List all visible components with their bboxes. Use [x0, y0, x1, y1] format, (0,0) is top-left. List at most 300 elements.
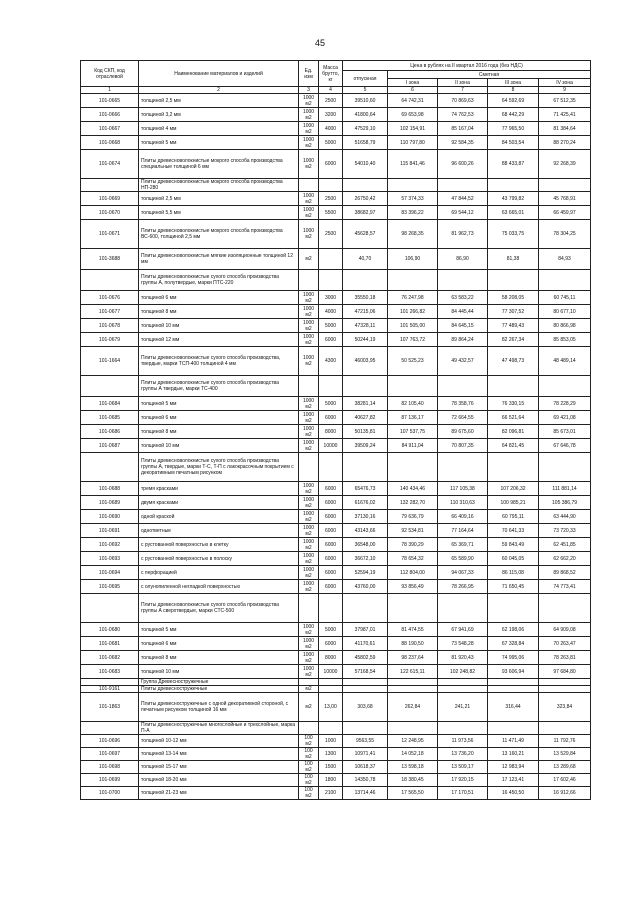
cell-mass: 2500 — [319, 192, 343, 206]
cell-unit: 1000 м2 — [299, 580, 319, 594]
cell-zone-1: 98 237,64 — [388, 651, 438, 665]
cell-name: с рустованной поверхностью в клетку — [139, 538, 299, 552]
cell-zone-4 — [539, 179, 591, 192]
cell-name: однответные — [139, 524, 299, 538]
cell-code: 101-0681 — [81, 637, 139, 651]
cell-zone-1: 12 248,95 — [388, 735, 438, 748]
cell-zone-3: 100 985,21 — [488, 496, 539, 510]
cell-mass: 6000 — [319, 411, 343, 425]
cell-zone-4: 78 304,25 — [539, 220, 591, 249]
cell-zone-4 — [539, 376, 591, 397]
cell-zone-4 — [539, 453, 591, 482]
cell-zone-1: 83 396,22 — [388, 206, 438, 220]
cell-zone-2: 81 920,43 — [438, 651, 488, 665]
table-row — [81, 347, 591, 376]
cell-code: 101-0679 — [81, 333, 139, 347]
cell-unit: 1000 м2 — [299, 524, 319, 538]
cell-zone-2: 69 544,12 — [438, 206, 488, 220]
cell-zone-1: 79 636,79 — [388, 510, 438, 524]
header-zone-1: I зона — [388, 79, 438, 87]
cell-unit: 1000 м2 — [299, 411, 319, 425]
cell-name: с олунопиленной негладкой поверхностью — [139, 580, 299, 594]
cell-code: 101-1863 — [81, 693, 139, 722]
cell-unit — [299, 679, 319, 686]
cell-mass: 1800 — [319, 774, 343, 787]
cell-zone-3: 77 965,50 — [488, 122, 539, 136]
cell-release: 57168,54 — [343, 665, 388, 679]
table-row — [81, 665, 591, 679]
cell-mass: 1500 — [319, 761, 343, 774]
table-row — [81, 108, 591, 122]
cell-unit: 1000 м2 — [299, 566, 319, 580]
cell-zone-3: 75 033,75 — [488, 220, 539, 249]
cell-zone-4 — [539, 686, 591, 693]
cell-zone-2 — [438, 686, 488, 693]
cell-mass — [319, 270, 343, 291]
cell-zone-2: 17 920,15 — [438, 774, 488, 787]
cell-zone-3 — [488, 376, 539, 397]
cell-zone-2 — [438, 179, 488, 192]
cell-release: 41170,61 — [343, 637, 388, 651]
cell-mass — [319, 594, 343, 623]
cell-zone-2 — [438, 453, 488, 482]
cell-zone-1: 64 742,31 — [388, 94, 438, 108]
cell-unit: 100 м2 — [299, 787, 319, 800]
cell-code — [81, 453, 139, 482]
cell-unit: 1000 м2 — [299, 651, 319, 665]
cell-mass: 6000 — [319, 580, 343, 594]
header-estimate: Сметная — [388, 71, 591, 79]
cell-zone-3: 68 442,29 — [488, 108, 539, 122]
cell-mass: 2500 — [319, 220, 343, 249]
cell-release — [343, 270, 388, 291]
cell-release: 61676,02 — [343, 496, 388, 510]
cell-zone-3 — [488, 270, 539, 291]
table-row — [81, 397, 591, 411]
cell-code: 101-1664 — [81, 347, 139, 376]
cell-code: 101-0697 — [81, 748, 139, 761]
cell-name: толщиной 12 мм — [139, 333, 299, 347]
table-row — [81, 774, 591, 787]
cell-zone-3: 77 307,52 — [488, 305, 539, 319]
cell-zone-3 — [488, 179, 539, 192]
cell-zone-4 — [539, 270, 591, 291]
cell-unit: 1000 м2 — [299, 552, 319, 566]
cell-mass: 10000 — [319, 665, 343, 679]
cell-zone-2: 67 941,69 — [438, 623, 488, 637]
cell-code: 101-0678 — [81, 319, 139, 333]
cell-code: 101-0674 — [81, 150, 139, 179]
cell-release: 39509,24 — [343, 439, 388, 453]
cell-zone-2: 84 445,44 — [438, 305, 488, 319]
cell-code: 101-0669 — [81, 192, 139, 206]
cell-zone-4: 92 268,39 — [539, 150, 591, 179]
cell-release: 50135,81 — [343, 425, 388, 439]
cell-zone-1 — [388, 679, 438, 686]
cell-unit: 1000 м2 — [299, 333, 319, 347]
cell-release: 26750,42 — [343, 192, 388, 206]
cell-zone-3 — [488, 679, 539, 686]
cell-code: 101-0694 — [81, 566, 139, 580]
cell-release: 65476,73 — [343, 482, 388, 496]
table-row — [81, 524, 591, 538]
cell-mass: 6000 — [319, 524, 343, 538]
cell-zone-1: 78 390,29 — [388, 538, 438, 552]
cell-zone-1: 101 505,00 — [388, 319, 438, 333]
cell-unit: 1000 м2 — [299, 122, 319, 136]
cell-mass: 6000 — [319, 510, 343, 524]
cell-name: толщиной 21-23 мм — [139, 787, 299, 800]
cell-unit: 1000 м2 — [299, 439, 319, 453]
cell-unit: 1000 м2 — [299, 347, 319, 376]
cell-unit: м2 — [299, 693, 319, 722]
cell-zone-4: 78 228,29 — [539, 397, 591, 411]
table-row — [81, 453, 591, 482]
table-row — [81, 376, 591, 397]
cell-mass: 13,00 — [319, 693, 343, 722]
cell-code — [81, 270, 139, 291]
cell-unit: 100 м2 — [299, 761, 319, 774]
table-row — [81, 748, 591, 761]
cell-zone-1: 112 804,00 — [388, 566, 438, 580]
column-number: 1 — [81, 87, 139, 94]
cell-zone-1: 93 856,49 — [388, 580, 438, 594]
column-number-row — [81, 87, 591, 94]
cell-code: 101-0698 — [81, 761, 139, 774]
cell-zone-2 — [438, 722, 488, 735]
cell-zone-2: 78 266,95 — [438, 580, 488, 594]
cell-unit: 1000 м2 — [299, 637, 319, 651]
cell-release: 39510,60 — [343, 94, 388, 108]
cell-name: толщиной 13-14 мм — [139, 748, 299, 761]
cell-zone-4: 67 646,78 — [539, 439, 591, 453]
cell-release: 36672,10 — [343, 552, 388, 566]
cell-name: толщиной 15-17 мм — [139, 761, 299, 774]
cell-zone-3: 60 795,11 — [488, 510, 539, 524]
cell-name: толщиной 8 мм — [139, 425, 299, 439]
table-row — [81, 94, 591, 108]
cell-zone-2: 94 067,33 — [438, 566, 488, 580]
cell-zone-2: 70 869,63 — [438, 94, 488, 108]
header-name: Наименование материалов и изделий — [139, 61, 299, 87]
table-row — [81, 787, 591, 800]
cell-zone-2: 78 358,76 — [438, 397, 488, 411]
cell-zone-3: 60 045,05 — [488, 552, 539, 566]
cell-zone-2: 74 762,53 — [438, 108, 488, 122]
cell-zone-3: 64 821,45 — [488, 439, 539, 453]
cell-code: 101-0668 — [81, 136, 139, 150]
cell-code — [81, 594, 139, 623]
header-mass: Масса брутто, кг — [319, 61, 343, 87]
cell-name: Группа Древесностружечные — [139, 679, 299, 686]
column-number: 9 — [539, 87, 591, 94]
cell-unit: 1000 м2 — [299, 425, 319, 439]
cell-unit: 100 м2 — [299, 735, 319, 748]
header-code: Код СКП, код отраслевой — [81, 61, 139, 87]
cell-mass: 6000 — [319, 538, 343, 552]
cell-zone-3: 17 123,41 — [488, 774, 539, 787]
column-number: 3 — [299, 87, 319, 94]
cell-release: 14350,78 — [343, 774, 388, 787]
cell-name: толщиной 10 мм — [139, 439, 299, 453]
table-row — [81, 686, 591, 693]
cell-name: толщиной 6 мм — [139, 637, 299, 651]
table-body — [81, 94, 591, 800]
cell-code: 101-0671 — [81, 220, 139, 249]
cell-zone-4: 45 768,91 — [539, 192, 591, 206]
table-row — [81, 538, 591, 552]
cell-zone-1: 69 653,98 — [388, 108, 438, 122]
table-row — [81, 722, 591, 735]
cell-zone-4: 67 512,35 — [539, 94, 591, 108]
cell-name: толщиной 5,5 мм — [139, 206, 299, 220]
cell-mass — [319, 179, 343, 192]
cell-zone-3: 11 471,49 — [488, 735, 539, 748]
cell-zone-4: 13 529,84 — [539, 748, 591, 761]
cell-release: 43760,00 — [343, 580, 388, 594]
price-table-container — [80, 60, 590, 800]
cell-name: тремя красками — [139, 482, 299, 496]
cell-mass: 5000 — [319, 136, 343, 150]
cell-zone-4: 80 866,98 — [539, 319, 591, 333]
cell-zone-4: 66 459,97 — [539, 206, 591, 220]
cell-release: 50244,19 — [343, 333, 388, 347]
cell-zone-3: 47 498,73 — [488, 347, 539, 376]
cell-release — [343, 686, 388, 693]
cell-zone-2: 13 736,20 — [438, 748, 488, 761]
table-row — [81, 552, 591, 566]
cell-zone-3: 316,44 — [488, 693, 539, 722]
cell-name: Плиты древесностружечные — [139, 686, 299, 693]
cell-mass: 2100 — [319, 787, 343, 800]
cell-mass: 3000 — [319, 291, 343, 305]
cell-code: 101-3688 — [81, 249, 139, 270]
cell-zone-1: 57 374,33 — [388, 192, 438, 206]
cell-zone-1: 92 534,81 — [388, 524, 438, 538]
cell-name: Плиты древесностружечные с одной декоративной стороной, с печатным рисунком толщиной 16 мм — [139, 693, 299, 722]
cell-zone-2: 241,21 — [438, 693, 488, 722]
cell-code: 101-9161 — [81, 686, 139, 693]
cell-zone-1: 107 537,75 — [388, 425, 438, 439]
cell-zone-4: 80 677,10 — [539, 305, 591, 319]
cell-zone-1: 122 615,11 — [388, 665, 438, 679]
cell-release: 13714,46 — [343, 787, 388, 800]
cell-zone-1: 17 565,50 — [388, 787, 438, 800]
cell-name: Плиты древесноволокнистые мокрого способа производства ВС-600, толщиной 2,5 мм — [139, 220, 299, 249]
cell-name: толщиной 2,5 мм — [139, 192, 299, 206]
table-row — [81, 425, 591, 439]
table-row — [81, 580, 591, 594]
cell-zone-1: 101 266,82 — [388, 305, 438, 319]
table-row — [81, 637, 591, 651]
cell-code: 101-0680 — [81, 623, 139, 637]
cell-zone-1 — [388, 453, 438, 482]
table-row — [81, 735, 591, 748]
cell-zone-2: 73 548,28 — [438, 637, 488, 651]
cell-unit: м2 — [299, 686, 319, 693]
cell-release: 51658,79 — [343, 136, 388, 150]
cell-zone-4: 84,93 — [539, 249, 591, 270]
column-number: 2 — [139, 87, 299, 94]
cell-code: 101-0683 — [81, 665, 139, 679]
cell-zone-2: 102 248,82 — [438, 665, 488, 679]
cell-zone-3: 70 641,33 — [488, 524, 539, 538]
cell-zone-1: 107 763,72 — [388, 333, 438, 347]
cell-unit — [299, 722, 319, 735]
column-number: 6 — [388, 87, 438, 94]
cell-name: Плиты древесноволокнистые мокрого способа производства НП-280 — [139, 179, 299, 192]
cell-zone-3: 63 665,01 — [488, 206, 539, 220]
cell-zone-2 — [438, 376, 488, 397]
cell-zone-2: 86,90 — [438, 249, 488, 270]
cell-zone-1: 50 525,23 — [388, 347, 438, 376]
cell-zone-3: 82 267,34 — [488, 333, 539, 347]
cell-unit: 1000 м2 — [299, 482, 319, 496]
cell-code: 101-0676 — [81, 291, 139, 305]
cell-name: толщиной 5 мм — [139, 397, 299, 411]
cell-release: 52594,19 — [343, 566, 388, 580]
cell-zone-2: 47 844,52 — [438, 192, 488, 206]
cell-name: Плиты древесноволокнистые сухого способа производства группы А твердые, марки ТС-400 — [139, 376, 299, 397]
page-number: 45 — [314, 38, 325, 48]
cell-zone-2 — [438, 679, 488, 686]
cell-zone-4 — [539, 679, 591, 686]
cell-unit: 1000 м2 — [299, 150, 319, 179]
cell-zone-4: 69 421,08 — [539, 411, 591, 425]
table-row — [81, 319, 591, 333]
cell-name: Плиты древесностружечные многослойные и трехслойные, марка П-А — [139, 722, 299, 735]
cell-release: 9563,55 — [343, 735, 388, 748]
cell-code: 101-0666 — [81, 108, 139, 122]
cell-release: 40,70 — [343, 249, 388, 270]
cell-name: Плиты древесноволокнистые сухого способа производства группы А сверхтвердые, марки СТС-500 — [139, 594, 299, 623]
cell-mass: 5000 — [319, 397, 343, 411]
table-row — [81, 136, 591, 150]
cell-mass: 6000 — [319, 150, 343, 179]
table-row — [81, 566, 591, 580]
column-number: 8 — [488, 87, 539, 94]
cell-zone-2 — [438, 594, 488, 623]
cell-name: с перфорацией — [139, 566, 299, 580]
cell-name: толщиной 3,2 мм — [139, 108, 299, 122]
cell-zone-2: 96 600,26 — [438, 150, 488, 179]
cell-code: 101-0686 — [81, 425, 139, 439]
cell-code: 101-0688 — [81, 482, 139, 496]
cell-zone-3 — [488, 594, 539, 623]
cell-release: 37130,16 — [343, 510, 388, 524]
cell-release: 45628,57 — [343, 220, 388, 249]
cell-release: 47328,11 — [343, 319, 388, 333]
cell-zone-4 — [539, 722, 591, 735]
cell-zone-3: 13 160,21 — [488, 748, 539, 761]
cell-code: 101-0693 — [81, 552, 139, 566]
cell-release: 54010,40 — [343, 150, 388, 179]
cell-mass: 4300 — [319, 347, 343, 376]
cell-name: толщиной 4 мм — [139, 122, 299, 136]
cell-zone-4: 88 270,24 — [539, 136, 591, 150]
cell-zone-1: 14 052,18 — [388, 748, 438, 761]
cell-release: 43143,66 — [343, 524, 388, 538]
cell-zone-4: 85 673,01 — [539, 425, 591, 439]
cell-code: 101-0695 — [81, 580, 139, 594]
table-row — [81, 623, 591, 637]
cell-name: одной краской — [139, 510, 299, 524]
cell-unit: 1000 м2 — [299, 665, 319, 679]
cell-zone-4: 97 684,80 — [539, 665, 591, 679]
cell-zone-4: 323,84 — [539, 693, 591, 722]
cell-zone-4: 13 289,68 — [539, 761, 591, 774]
cell-code: 101-0696 — [81, 735, 139, 748]
cell-unit — [299, 179, 319, 192]
cell-unit: 1000 м2 — [299, 538, 319, 552]
cell-zone-3: 76 330,15 — [488, 397, 539, 411]
cell-unit: 1000 м2 — [299, 136, 319, 150]
cell-unit: 1000 м2 — [299, 305, 319, 319]
cell-zone-3: 66 521,64 — [488, 411, 539, 425]
cell-zone-1: 102 154,91 — [388, 122, 438, 136]
table-row — [81, 192, 591, 206]
table-row — [81, 693, 591, 722]
cell-mass: 6000 — [319, 637, 343, 651]
cell-zone-1: 115 841,46 — [388, 150, 438, 179]
table-row — [81, 761, 591, 774]
cell-zone-4: 63 444,90 — [539, 510, 591, 524]
cell-release: 37987,01 — [343, 623, 388, 637]
cell-mass: 4000 — [319, 122, 343, 136]
cell-name: толщиной 5 мм — [139, 136, 299, 150]
cell-name: Плиты древесноволокнистые сухого способа производства группы А, полутвердые, марки ПТС-220 — [139, 270, 299, 291]
cell-zone-2: 17 170,51 — [438, 787, 488, 800]
table-row — [81, 122, 591, 136]
cell-zone-4: 60 745,11 — [539, 291, 591, 305]
cell-zone-2: 85 167,04 — [438, 122, 488, 136]
cell-name: толщиной 2,5 мм — [139, 94, 299, 108]
column-number: 4 — [319, 87, 343, 94]
cell-zone-2: 72 664,55 — [438, 411, 488, 425]
cell-zone-1: 132 282,70 — [388, 496, 438, 510]
cell-zone-2 — [438, 270, 488, 291]
table-row — [81, 249, 591, 270]
cell-mass — [319, 249, 343, 270]
cell-name: толщиной 8 мм — [139, 305, 299, 319]
cell-unit — [299, 376, 319, 397]
cell-release: 46003,95 — [343, 347, 388, 376]
cell-release: 41800,64 — [343, 108, 388, 122]
cell-zone-2: 77 164,64 — [438, 524, 488, 538]
cell-mass: 1300 — [319, 748, 343, 761]
cell-zone-2: 65 589,90 — [438, 552, 488, 566]
cell-mass: 2500 — [319, 94, 343, 108]
cell-zone-4: 89 868,52 — [539, 566, 591, 580]
cell-name: двумя красками — [139, 496, 299, 510]
cell-zone-3: 67 328,84 — [488, 637, 539, 651]
cell-unit: 1000 м2 — [299, 397, 319, 411]
cell-zone-1: 13 598,18 — [388, 761, 438, 774]
cell-mass: 6000 — [319, 333, 343, 347]
cell-release — [343, 453, 388, 482]
cell-mass — [319, 686, 343, 693]
table-row — [81, 482, 591, 496]
cell-mass: 6000 — [319, 482, 343, 496]
cell-mass — [319, 722, 343, 735]
cell-release — [343, 722, 388, 735]
cell-unit: 1000 м2 — [299, 220, 319, 249]
cell-zone-3: 43 799,82 — [488, 192, 539, 206]
table-row — [81, 220, 591, 249]
cell-zone-3: 12 983,94 — [488, 761, 539, 774]
cell-name: толщиной 10 мм — [139, 319, 299, 333]
cell-zone-2: 110 310,63 — [438, 496, 488, 510]
